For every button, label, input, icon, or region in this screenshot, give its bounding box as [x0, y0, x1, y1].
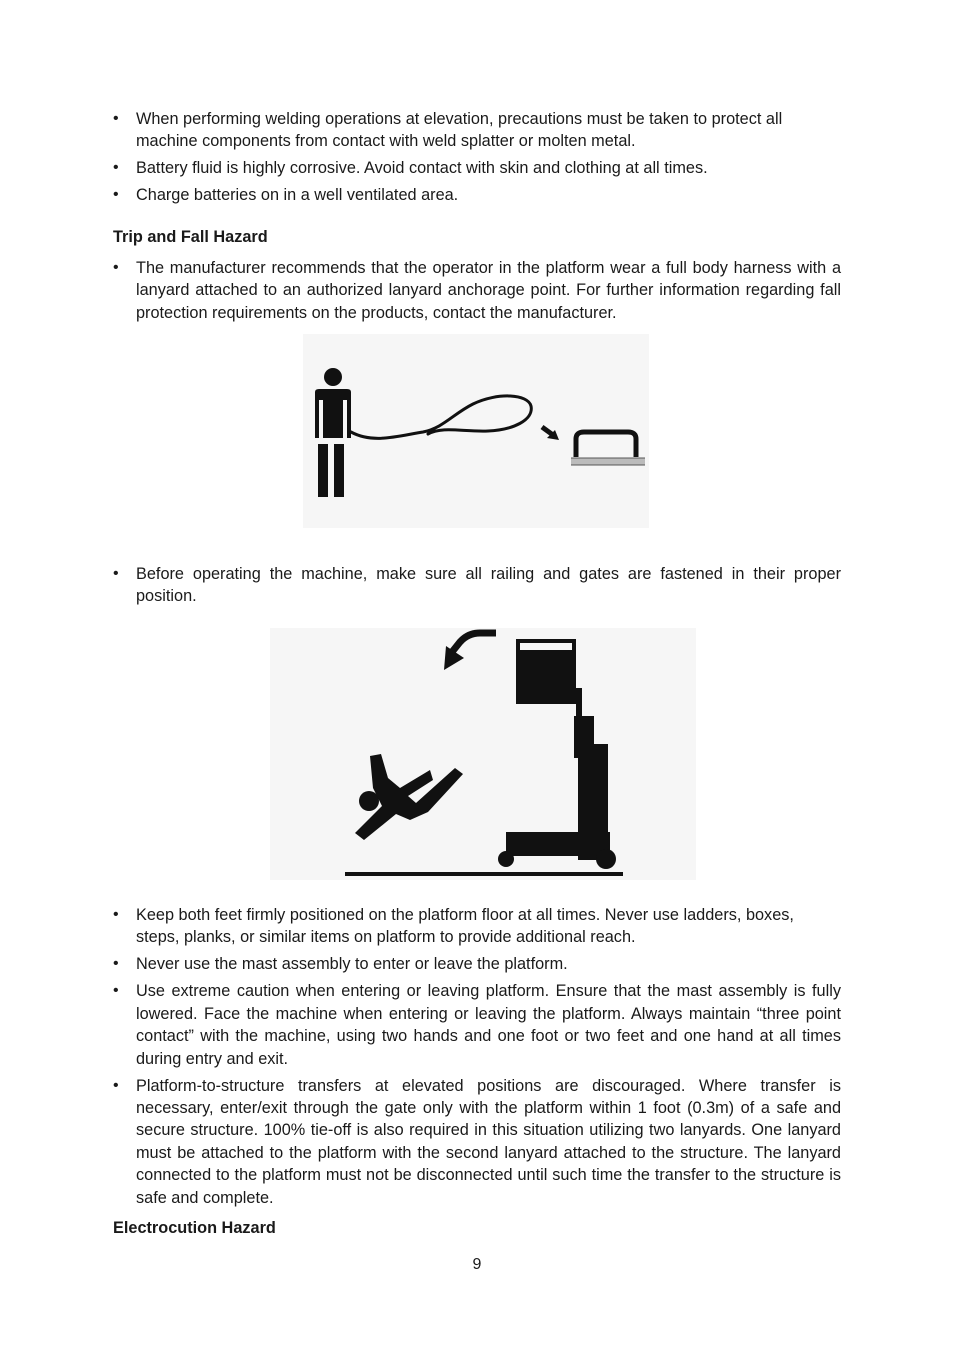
- bullet-extreme-caution: • Use extreme caution when entering or leaving platform. Ensure that the mast assembly is fully lowered. Face the machine when entering or leaving the platform. Always maintain “three point contact” with the machine, using two hands and one foot or two feet and one hand at all times during entry and exit.: [113, 980, 841, 1070]
- bullet-structure-transfers: • Platform-to-structure transfers at elevated positions are discouraged. Where transfer is necessary, enter/exit through the gate only with the platform within 1 foot (0.3m) of a safe and secure structure. 100% tie-off is also required in this situation utilizing two lanyards. One lanyard must be attached to the platform with the second lanyard attached to the structure. The lanyard connected to the platform must not be disconnected until such time the transfer to the structure is safe and complete.: [113, 1075, 841, 1209]
- fall-hazard-figure: [270, 628, 696, 880]
- harness-lanyard-figure: [303, 334, 649, 528]
- electrocution-heading: Electrocution Hazard: [113, 1219, 276, 1237]
- harness-bullets: [113, 257, 841, 329]
- page-number: 9: [472, 1256, 482, 1273]
- welding-battery-bullets: [113, 108, 841, 211]
- railing-bullets: [113, 563, 841, 612]
- fall-from-platform-pictogram: [270, 628, 696, 880]
- bullet-harness: • The manufacturer recommends that the operator in the platform wear a full body harness with a lanyard attached to an authorized lanyard anchorage point. For further information regarding fall protection requirements on the products, contact the manufacturer.: [113, 257, 841, 324]
- platform-safety-bullets: [113, 904, 841, 1214]
- bullet-welding: • When performing welding operations at elevation, precautions must be taken to protect all machine components from contact with weld splatter or molten metal.: [113, 108, 841, 153]
- bullet-feet-firmly: • Keep both feet firmly positioned on the platform floor at all times. Never use ladders, boxes, steps, planks, or similar items on platform to provide additional reach.: [113, 904, 841, 949]
- bullet-charge-batteries: • Charge batteries on in a well ventilated area.: [113, 184, 841, 206]
- harness-lanyard-pictogram: [303, 334, 649, 528]
- trip-fall-heading: Trip and Fall Hazard: [113, 228, 268, 246]
- bullet-battery-fluid: • Battery fluid is highly corrosive. Avoid contact with skin and clothing at all times.: [113, 157, 841, 179]
- bullet-mast-assembly: • Never use the mast assembly to enter or leave the platform.: [113, 953, 841, 975]
- bullet-railing: • Before operating the machine, make sure all railing and gates are fastened in their proper position.: [113, 563, 841, 608]
